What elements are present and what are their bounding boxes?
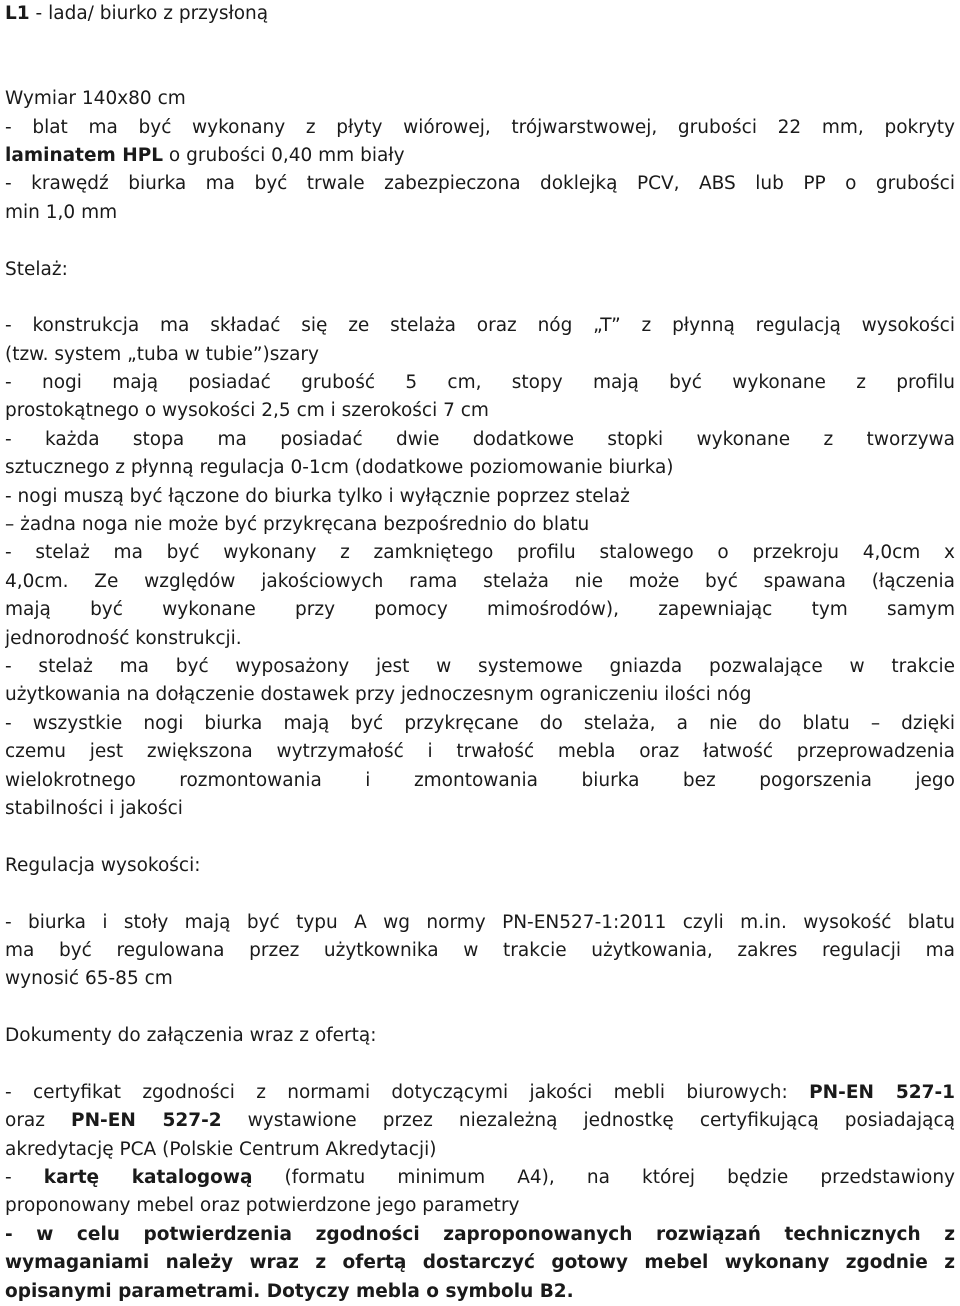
bold-text: kartę katalogową (43, 1167, 253, 1189)
text-line (5, 426, 955, 454)
text-run: czemu jest zwiększona wytrzymałość i trwałość mebla oraz łatwość przeprowadzenia (5, 741, 955, 763)
document-body (5, 0, 955, 1306)
spacer (5, 994, 955, 1022)
bold-text: opisanymi parametrami. Dotyczy mebla o symbolu B2. (5, 1280, 574, 1302)
text-line (5, 909, 955, 937)
text-run: sztucznego z płynną regulacja 0-1cm (dodatkowe poziomowanie biurka) (5, 457, 674, 479)
text-line (5, 596, 955, 624)
text-run: Stelaż: (5, 258, 68, 280)
text-run: - nogi muszą być łączone do biurka tylko i wyłącznie poprzez stelaż (5, 485, 630, 507)
text-line (5, 511, 955, 539)
text-run: - wszystkie nogi biurka mają być przykręcane do stelaża, a nie do blatu – dzięki (5, 712, 955, 734)
bold-text: wymaganiami należy wraz z ofertą dostarczyć gotowy mebel wykonany zgodnie z (5, 1252, 955, 1274)
text-line (5, 1107, 955, 1135)
text-run: - nogi mają posiadać grubość 5 cm, stopy mają być wykonane z profilu (5, 372, 955, 394)
text-run: - certyfikat zgodności z normami dotyczącymi jakości mebli biurowych: (5, 1081, 810, 1103)
text-line (5, 483, 955, 511)
text-line (5, 710, 955, 738)
text-run: Regulacja wysokości: (5, 854, 201, 876)
text-line (5, 1221, 955, 1249)
item-name: - lada/ biurko z przysłoną (29, 3, 269, 24)
text-run: mają być wykonane przy pomocy mimośrodów), zapewniając tym samym (5, 599, 955, 621)
text-run: wystawione przez niezależną jednostkę certyfikującą posiadającą (221, 1110, 955, 1132)
text-run: Wymiar 140x80 cm (5, 88, 186, 110)
text-line (5, 170, 955, 198)
text-line (5, 568, 955, 596)
text-run: wielokrotnego rozmontowania i zmontowania biurka bez pogorszenia jego (5, 769, 955, 791)
text-run: - konstrukcja ma składać się ze stelaża oraz nóg „T” z płynną regulacją wysokości (5, 315, 955, 337)
text-run: jednorodność konstrukcji. (5, 627, 242, 649)
spacer (5, 227, 955, 255)
text-run: proponowany mebel oraz potwierdzone jego parametry (5, 1195, 520, 1217)
text-line (5, 454, 955, 482)
text-run: - biurka i stoły mają być typu A wg normy PN-EN527-1:2011 czyli m.in. wysokość blatu (5, 911, 955, 933)
text-line (5, 937, 955, 965)
text-line (5, 85, 955, 113)
text-run: prostokątnego o wysokości 2,5 cm i szerokości 7 cm (5, 400, 489, 422)
text-line (5, 1079, 955, 1107)
document-title (5, 0, 955, 28)
text-run: wynosić 65-85 cm (5, 968, 173, 990)
text-run: - stelaż ma być wykonany z zamkniętego profilu stalowego o przekroju 4,0cm x (5, 542, 955, 564)
spacer (5, 823, 955, 851)
text-line (5, 256, 955, 284)
text-run: o grubości 0,40 mm biały (163, 144, 405, 166)
bold-text: - w celu potwierdzenia zgodności zaproponowanych rozwiązań technicznych z (5, 1223, 955, 1245)
text-run: akredytację PCA (Polskie Centrum Akredytacji) (5, 1138, 437, 1160)
text-line (5, 965, 955, 993)
text-run: - każda stopa ma posiadać dwie dodatkowe stopki wykonane z tworzywa (5, 428, 955, 450)
text-line (5, 341, 955, 369)
spacer (5, 284, 955, 312)
text-line (5, 653, 955, 681)
spacer (5, 880, 955, 908)
spacer (5, 57, 955, 85)
item-code: L1 (5, 3, 30, 24)
text-line (5, 397, 955, 425)
text-line (5, 1136, 955, 1164)
text-line (5, 1022, 955, 1050)
text-line (5, 142, 955, 170)
text-line (5, 795, 955, 823)
spacer (5, 1050, 955, 1078)
text-run: użytkowania na dołączenie dostawek przy jednoczesnym ograniczeniu ilości nóg (5, 684, 752, 706)
text-line (5, 681, 955, 709)
text-line (5, 1249, 955, 1277)
text-line (5, 738, 955, 766)
bold-text: PN-EN 527-1 (809, 1081, 955, 1103)
specification-text (5, 85, 955, 1306)
text-line (5, 852, 955, 880)
spacer (5, 28, 955, 56)
text-run: oraz (5, 1110, 72, 1132)
text-line (5, 539, 955, 567)
text-line (5, 114, 955, 142)
text-run: - blat ma być wykonany z płyty wiórowej, trójwarstwowej, grubości 22 mm, pokryty (5, 116, 955, 138)
bold-text: PN-EN 527-2 (71, 1110, 222, 1132)
text-run: (formatu minimum A4), na której będzie przedstawiony (252, 1167, 955, 1189)
text-run: - krawędź biurka ma być trwale zabezpieczona doklejką PCV, ABS lub PP o grubości (5, 173, 955, 195)
text-line (5, 767, 955, 795)
text-run: ma być regulowana przez użytkownika w trakcie użytkowania, zakres regulacji ma (5, 939, 955, 961)
text-run: Dokumenty do załączenia wraz z ofertą: (5, 1025, 377, 1047)
text-line (5, 1192, 955, 1220)
text-line (5, 625, 955, 653)
text-line (5, 312, 955, 340)
text-line (5, 1164, 955, 1192)
text-run: stabilności i jakości (5, 797, 183, 819)
text-run: min 1,0 mm (5, 201, 118, 223)
bold-text: laminatem HPL (5, 144, 164, 166)
text-line (5, 369, 955, 397)
text-run: – żadna noga nie może być przykręcana bezpośrednio do blatu (5, 514, 590, 536)
text-run: (tzw. system „tuba w tubie”)szary (5, 343, 319, 365)
text-line (5, 1278, 955, 1306)
text-run: - stelaż ma być wyposażony jest w systemowe gniazda pozwalające w trakcie (5, 655, 955, 677)
text-run: - (5, 1167, 44, 1189)
text-run: 4,0cm. Ze względów jakościowych rama stelaża nie może być spawana (łączenia (5, 570, 955, 592)
text-line (5, 199, 955, 227)
